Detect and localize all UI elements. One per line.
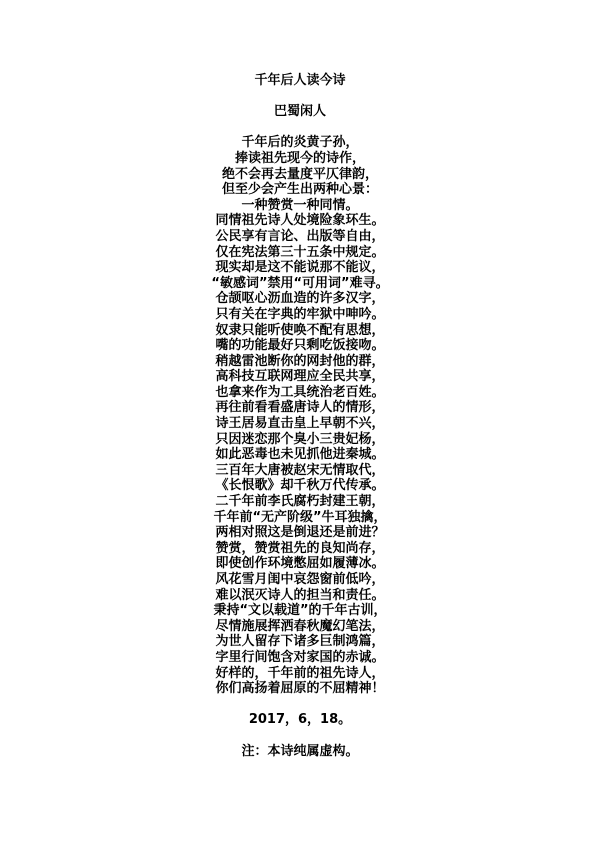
- poem-line: 风花雪月闺中哀怨窗前低吟，: [215, 572, 385, 587]
- poem-line: 二千年前李氏腐朽封建王朝，: [215, 494, 385, 510]
- poem-line: 嘴的功能最好只剩吃饭接吻。: [215, 338, 385, 354]
- poem-line: 仅在宪法第三十五条中规定。: [215, 244, 385, 260]
- poem-line: 一种赞赏一种同情。: [241, 197, 359, 213]
- poem-line: 同情祖先诗人处境险象环生。: [215, 213, 385, 229]
- poem-line: 公民享有言论、出版等自由，: [215, 228, 385, 244]
- poem-body: [0, 135, 600, 696]
- poem-line: 千年后的炎黄子孙，: [241, 135, 359, 151]
- poem-line: 《长恨歌》却千秋万代传承。: [215, 478, 385, 494]
- poem-author: 巴蜀闲人: [273, 104, 326, 120]
- poem-line: 三百年大唐被赵宋无情取代，: [215, 462, 385, 478]
- poem-line: 好样的，千年前的祖先诗人，: [215, 665, 385, 681]
- poem-line: 如此恶毒也未见抓他进秦城。: [215, 447, 385, 463]
- poem-line: 字里行间饱含对家国的赤诚。: [215, 649, 385, 665]
- poem-line: 也拿来作为工具统治老百姓。: [215, 384, 385, 400]
- poem-line: 现实却是这不能说那不能议，: [215, 260, 385, 276]
- poem-line: 稍越雷池断你的网封他的群，: [215, 353, 385, 369]
- poem-line: 千年前“无产阶级”牛耳独擒，: [213, 509, 387, 525]
- poem-line: 为世人留存下诸多巨制鸿篇，: [215, 634, 385, 650]
- poem-line: 再往前看看盛唐诗人的情形，: [215, 400, 385, 416]
- poem-line: 奴隶只能听使唤不配有思想，: [215, 322, 385, 338]
- poem-line: 难以泯灭诗人的担当和责任。: [215, 587, 385, 603]
- poem-line: 诗王居易直击皇上早朝不兴，: [215, 416, 385, 432]
- poem-line: 只因迷恋那个臭小三贵妃杨，: [215, 431, 385, 447]
- poem-line: 捧读祖先现今的诗作，: [234, 150, 365, 166]
- poem-line: 两相对照这是倒退还是前进？: [215, 525, 385, 541]
- poem-title: 千年后人读今诗: [254, 73, 346, 88]
- poem-line: 你们高扬着屈原的不屈精神！: [215, 681, 385, 697]
- poem-date: 2017，6，18。: [248, 712, 352, 728]
- poem-line: 即使创作环境憋屈如履薄冰。: [215, 556, 385, 572]
- poem-line: 高科技互联网理应全民共享，: [215, 369, 385, 385]
- poem-line: “敏感词”禁用“可用词”难寻。: [211, 275, 389, 291]
- poem-line: 秉持“文以载道”的千年古训，: [213, 603, 387, 619]
- poem-note: 注：本诗纯属虚构。: [241, 743, 359, 759]
- poem-line: 但至少会产生出两种心景：: [221, 182, 378, 198]
- poem-line: 绝不会再去量度平仄律韵，: [221, 166, 378, 182]
- poem-line: 尽情施展挥洒春秋魔幻笔法，: [215, 618, 385, 634]
- poem-line: 仓颉呕心沥血造的许多汉字，: [215, 291, 385, 307]
- poem-line: 只有关在字典的牢狱中呻吟。: [215, 306, 385, 322]
- poem-line: 赞赏，赞赏祖先的良知尚存，: [215, 540, 385, 556]
